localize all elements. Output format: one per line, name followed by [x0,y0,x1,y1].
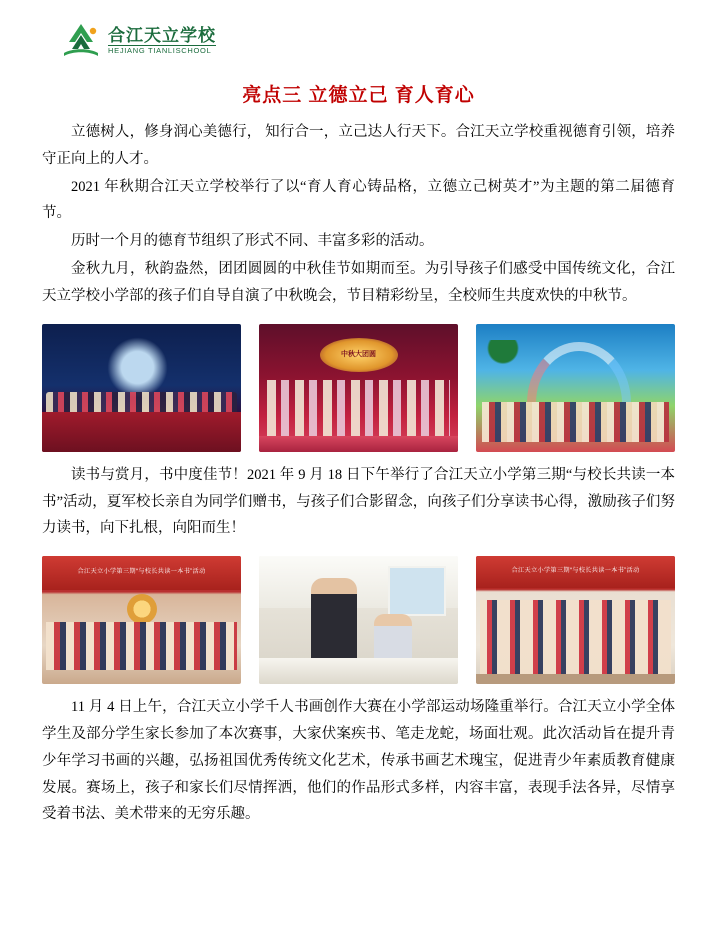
school-name-en: HEJIANG TIANLISCHOOL [108,45,216,55]
photo-caption: 中秋大团圆 [320,338,398,372]
paragraph-2: 2021 年秋期合江天立学校举行了以“育人育心铸品格，立德立己树英才”为主题的第二届德育节。 [42,178,675,222]
stage-floor [259,436,458,452]
school-logo-text [108,27,216,56]
classroom-window [388,566,446,616]
desk [259,658,458,684]
students-rows [480,600,671,674]
paragraph-1: 立德树人，修身润心美德行， 知行合一，立己达人行天下。合江天立学校重视德育引领，培养守正向上的人才。 [42,124,675,167]
principal-figure [311,578,357,670]
photo-gala-dance [259,324,458,452]
dancers [267,380,450,436]
paragraph-5: 读书与赏月，书中度佳节！2021 年 9 月 18 日下午举行了合江天立小学第三期“与校长共读一本书”活动，夏军校长亲自为同学们赠书，与孩子们合影留念，向孩子们分享读书心得，激励孩子们努力读书，向下扎根，向阳而生！ [42,466,675,537]
photo-reading-class-photo [476,556,675,684]
palm-tree-decoration [486,340,520,386]
school-emblem-icon [60,22,102,60]
students-group [46,622,237,670]
paragraph-4: 金秋九月，秋韵盎然，团团圆圆的中秋佳节如期而至。为引导孩子们感受中国传统文化，合江天立学校小学部的孩子们自导自演了中秋晚会，节目精彩纷呈，全校师生共度欢快的中秋节。 [42,261,675,304]
photo-principal-gifting-book [259,556,458,684]
performers [482,402,669,442]
floor [476,674,675,684]
paragraph-6: 11 月 4 日上午，合江天立小学千人书画创作大赛在小学部运动场隆重举行。合江天立小学全体学生及部分学生家长参加了本次赛事，大家伏案疾书、笔走龙蛇，场面壮观。此次活动旨在提升青少年学习书画的兴趣，弘扬祖国优秀传统文化艺术，传承书画艺术瑰宝，促进青少年素质教育健康发展。赛场上，孩子和家长们尽情挥洒，他们的作品形式多样，内容丰富，表现手法各异，尽情享受着书法、美术带来的无穷乐趣。 [42,699,675,823]
stage-floor [42,412,241,452]
backdrop-emblem [127,594,157,624]
photo-gala-choir [42,324,241,452]
photo-banner-text: 合江天立小学第三期“与校长共读一本书”活动 [511,567,640,575]
document-header [42,0,675,64]
photo-gala-finale [476,324,675,452]
mid-autumn-gala-photos [42,324,675,452]
reading-with-principal-photos [42,556,675,684]
photo-banner-text: 合江天立小学第三期“与校长共读一本书”活动 [77,568,206,576]
photo-reading-group-banner [42,556,241,684]
rainbow-backdrop [527,342,631,403]
paragraph-3: 历时一个月的德育节组织了形式不同、丰富多彩的活动。 [71,233,434,250]
school-name-cn: 合江天立学校 [108,25,216,45]
page-title: 亮点三 立德立己 育人育心 [242,85,475,106]
